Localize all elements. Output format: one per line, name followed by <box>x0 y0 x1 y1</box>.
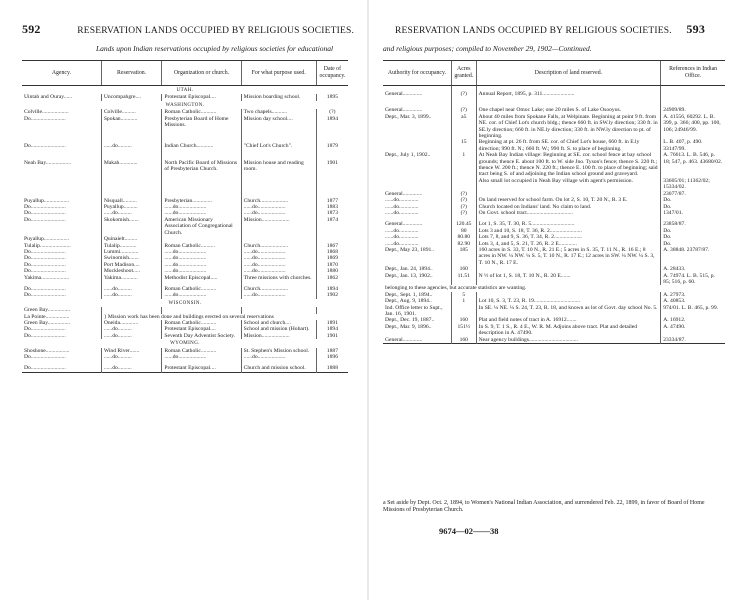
right-running-title: RESERVATION LANDS OCCUPIED BY RELIGIOUS SOCIETIES. <box>395 26 672 36</box>
spacer-row <box>22 150 348 160</box>
table-cell: Dept., July 1, 1902.. <box>385 152 431 159</box>
table-cell: (?) <box>451 191 476 197</box>
table-cell: Dept., Mar. 9, 1896.. <box>385 323 432 330</box>
table-cell: Do......................... <box>24 365 66 372</box>
table-cell: Church.................... <box>241 198 316 204</box>
table-cell: Lot 10, S. 3, T. 23, R. 19................................. <box>476 298 661 304</box>
table-cell: Roman Catholic........... <box>162 320 241 326</box>
continued-note: belonging to these agencies, but accurate statistics are wanting. <box>385 285 527 292</box>
table-cell: Dept., Dec. 19, 1887.. <box>385 317 435 324</box>
table-cell: ......do.................... <box>241 262 316 268</box>
table-cell: Quinaielt......... <box>101 236 162 242</box>
table-cell: Church located on Indians' land. No claim to land. <box>476 204 661 210</box>
table-cell: Church.................... <box>241 286 316 292</box>
table-cell: Tulalip............ <box>101 243 162 249</box>
table-cell: ......do.......... <box>101 365 162 372</box>
table-cell: 5 <box>451 292 476 298</box>
spacer-cell <box>316 150 348 160</box>
spacer-cell <box>316 173 348 198</box>
section-heading <box>22 86 348 95</box>
table-cell: a5 <box>451 114 476 140</box>
table-cell: ......do.................... <box>162 249 241 255</box>
table-cell: 160 <box>451 337 476 344</box>
table-cell: Colville.......... <box>101 109 162 115</box>
footnote: a Set aside by Dept. Oct. 2, 1894, to Women's National Indian Association, and surrendered Feb. 22, 1899, in favor of Board of Home Missions of Presbyterian Church. <box>383 500 705 513</box>
table-cell: ......do.......... <box>101 354 162 360</box>
table-cell: Church.................... <box>241 243 316 249</box>
table-cell: Do......................... <box>24 285 66 292</box>
table-cell: Lummi............. <box>101 249 162 255</box>
table-cell: Roman Catholic........... <box>162 348 241 354</box>
table-cell: A. 38848. 23787/87. <box>661 247 725 266</box>
table-cell: 1347/01. <box>661 210 725 216</box>
table-cell: A. 74974. L. B. 515, p. 85; 516, p. 60. <box>661 273 725 286</box>
table-cell: 80.80 <box>451 234 476 240</box>
table-cell: 1901 <box>316 160 348 173</box>
bottom-rule-cell <box>22 372 348 373</box>
right-subtitle: and religious purposes; compiled to November 29, 1902—Continued. <box>383 44 592 53</box>
table-cell: Uintah and Ouray...... <box>24 94 73 101</box>
table-row <box>383 178 725 191</box>
table-cell: ......do.......... <box>101 333 162 339</box>
table-cell: Spokan............ <box>101 116 162 129</box>
table-cell: 1862 <box>316 275 348 281</box>
section-label: WASHINGTON. <box>165 102 205 108</box>
spacer-row <box>383 97 725 107</box>
spacer-cell <box>22 173 101 198</box>
spacer-cell <box>101 128 162 143</box>
spacer-cell <box>22 128 101 143</box>
table-cell: 1874 <box>316 217 348 236</box>
table-cell: Makah............. <box>101 160 162 173</box>
table-cell: Do......................... <box>24 292 66 299</box>
table-cell: ......do.............. <box>385 209 419 216</box>
table-row <box>383 139 725 152</box>
table-cell: Green Bay................ <box>24 307 71 314</box>
table-cell: A. 16912. <box>661 317 725 323</box>
section-label: WYOMING. <box>170 341 200 347</box>
table-cell: Roman Catholic........... <box>162 109 241 115</box>
table-cell: Methodist Episcopal..... <box>162 275 241 281</box>
table-cell: ......do.......... <box>101 286 162 292</box>
section-label: WISCONSIN. <box>168 300 202 306</box>
table-cell: } Mission work has been done and buildings erected on several reservations <box>101 314 348 320</box>
table-cell: Shoshone................. <box>24 347 70 354</box>
table-cell: Do......................... <box>24 210 66 217</box>
table-cell: Nisquall.......... <box>101 198 162 204</box>
table-cell: ......do.............. <box>385 234 419 241</box>
table-row <box>383 114 725 140</box>
table-cell: 1895 <box>316 94 348 100</box>
table-bottom-rule <box>383 344 725 345</box>
table-cell: Dept., Sept. 1, 1894.. <box>385 291 433 298</box>
table-cell <box>383 178 451 191</box>
table-cell: 82.90 <box>451 241 476 247</box>
table-cell: ......do.................... <box>162 268 241 274</box>
table-row <box>22 94 348 100</box>
table-cell: General.............. <box>385 336 423 343</box>
table-cell: 974/01. L. B. 465, p. 99. <box>661 305 725 318</box>
table-cell: Seventh Day Adventist Society. <box>162 333 241 339</box>
table-cell: 160 <box>451 266 476 272</box>
table-cell: Annual Report, 1895, p. 311....................... <box>476 91 661 97</box>
table-cell: Port Madison.... <box>101 262 162 268</box>
table-cell: ......do.................... <box>241 354 316 360</box>
table-cell: ......do.............. <box>385 197 419 204</box>
table-cell: 1888 <box>316 365 348 372</box>
table-cell: ......do.............. <box>385 227 419 234</box>
table-cell: Mission.................... <box>241 217 316 236</box>
table-row <box>22 160 348 173</box>
table-cell: 1869 <box>316 255 348 261</box>
spacer-cell <box>22 150 101 160</box>
table-cell: (?) <box>451 197 476 203</box>
table-cell: ......do.................... <box>241 204 316 210</box>
table-cell: (?) <box>451 107 476 113</box>
column-header: Authority for occupancy. <box>383 61 451 86</box>
table-cell: Do. <box>661 197 725 203</box>
left-table <box>22 60 348 373</box>
table-cell: Presbyterian.............. <box>162 198 241 204</box>
left-page-number: 592 <box>22 22 41 36</box>
table-cell: (?) <box>451 204 476 210</box>
table-row <box>383 247 725 266</box>
left-running-head <box>22 22 354 37</box>
table-cell: 160 <box>451 317 476 323</box>
table-cell: Lots 7, 8, and 9, S. 36, T. 34, R. 2.................... <box>476 234 661 240</box>
table-cell: La Pointe................. <box>24 313 70 320</box>
table-row <box>383 305 725 318</box>
right-table <box>383 60 725 344</box>
table-cell: Dept., Mar. 3, 1899.. <box>385 113 432 120</box>
spacer-cell <box>241 173 316 198</box>
table-cell: Lots 3, 4, and 5, S. 21, T. 26, R. 2 E............. <box>476 241 661 247</box>
spacer-cell <box>241 128 316 143</box>
table-cell: Protestant Episcopal.... <box>162 94 241 100</box>
table-cell: 15 <box>451 139 476 152</box>
table-cell: Two chapels........... <box>241 109 316 115</box>
table-cell: Ind. Office letter to Supt., Jan. 16, 1901. <box>385 304 443 317</box>
spacer-cell <box>162 173 241 198</box>
table-cell: A. 47490. <box>661 324 725 337</box>
spacer-cell <box>101 150 162 160</box>
table-cell: 1901 <box>316 333 348 339</box>
left-page <box>0 0 368 600</box>
table-cell: 1880 <box>316 268 348 274</box>
table-cell: ......do.................... <box>162 292 241 298</box>
table-cell: 23077/87. <box>661 191 725 197</box>
table-cell: 151½ <box>451 324 476 337</box>
table-cell: Near agency buildings................................... <box>476 337 661 344</box>
left-running-title: RESERVATION LANDS OCCUPIED BY RELIGIOUS SOCIETIES. <box>77 26 355 36</box>
table-cell: (?) <box>451 91 476 97</box>
table-cell: 1868 <box>316 249 348 255</box>
table-cell <box>383 139 451 152</box>
table-cell: "Chief Lot's Church". <box>241 143 316 149</box>
table-cell: ......do.................... <box>162 255 241 261</box>
table-cell: Also small lot occupied in Neah Bay village with agent's permission. <box>476 178 661 191</box>
section-heading <box>22 299 348 307</box>
table-cell: Mission boarding school. <box>241 94 316 100</box>
table-cell: Dept., May 23, 1891.. <box>385 246 435 253</box>
table-cell: Tulalip...................... <box>24 242 71 249</box>
table-cell: Colville................... <box>24 109 69 116</box>
table-cell: Presbyterian Board of Home Missions. <box>162 116 241 129</box>
table-cell: L. B. 407, p. 490. 33147/99. <box>661 139 725 152</box>
table-cell: Yakima............ <box>101 275 162 281</box>
table-cell: American Missionary Association of Congregational Church. <box>162 217 241 236</box>
table-cell: General.............. <box>385 107 423 114</box>
table-cell: ......do.................... <box>241 255 316 261</box>
table-cell: Puyallup.................. <box>24 236 70 243</box>
table-cell: ......do.......... <box>101 326 162 332</box>
table-cell: Do. <box>661 241 725 247</box>
table-cell: Mission day school.... <box>241 116 316 129</box>
table-cell: Muckleshoot..... <box>101 268 162 274</box>
table-cell: N ½ of lot 1, S. 18, T. 10 N., R. 20 E....... <box>476 273 661 286</box>
table-cell: General.............. <box>385 190 423 197</box>
table-cell: ......do.................... <box>241 210 316 216</box>
table-cell: 1902 <box>316 292 348 298</box>
table-cell: Puyallup.......... <box>101 204 162 210</box>
table-cell: A. 41556, 60292. L. B. 399, p. 366; 400, pp. 100, 106; 24946/99. <box>661 114 725 140</box>
spacer-row <box>22 128 348 143</box>
table-cell: Do......................... <box>24 248 66 255</box>
spacer-cell <box>162 150 241 160</box>
table-cell: Roman Catholic.......... <box>162 243 241 249</box>
right-running-head <box>395 22 705 37</box>
table-cell: St. Stephen's Mission school. <box>241 348 316 354</box>
table-cell: 1 <box>451 298 476 304</box>
column-header: Reservation. <box>101 61 162 86</box>
table-cell: Plat and field notes of tract in A. 16912....... <box>476 317 661 323</box>
table-row <box>22 217 348 236</box>
table-cell: 1891 <box>316 320 348 326</box>
table-cell: 80 <box>451 228 476 234</box>
table-cell: Do. <box>661 228 725 234</box>
table-cell: In SE. ¼ NE. ¼ S. 24, T. 23, R. 18, and known as lot of Govt. day school No. 5. <box>476 305 661 318</box>
table-cell: (?) <box>451 210 476 216</box>
right-table-header <box>383 61 725 86</box>
table-cell: Do......................... <box>24 255 66 262</box>
table-cell: Skokomish....... <box>101 217 162 236</box>
table-cell: 1879 <box>316 143 348 149</box>
table-cell: ......do.................... <box>241 249 316 255</box>
table-cell: Protestant Episcopal.... <box>162 365 241 372</box>
table-cell: Do......................... <box>24 204 66 211</box>
spacer-cell <box>241 150 316 160</box>
signature-mark: 9674—02——38 <box>439 526 499 536</box>
table-cell: Do......................... <box>24 115 66 122</box>
right-page-number: 593 <box>686 22 706 36</box>
table-cell: 160 acres in S. 33, T. 10 N., R. 21 E.; 5 acres in S. 35, T. 11 N., R. 16 E.; 8 acres in NW. ¼ NW. ¼ S. 5, T. 10 N., R. 17 E.; 12 acres in SW. ¼ NW. ¼ S. 3, T. 10 N., R. 17 E. <box>476 247 661 266</box>
left-subtitle: Lands upon Indian reservations occupied by religious societies for educational <box>96 44 334 53</box>
table-cell: In S. 9, T. 1 S., R. 4 E., W. R. M. Adjoins above tract. Plat and detailed description in A. 47490. <box>476 324 661 337</box>
table-cell: Mission house and reading room. <box>241 160 316 173</box>
table-cell: Swinomish....... <box>101 255 162 261</box>
table-cell: A. 76613. L. B. 546, p. 18; 547, p. 463. 43680/02. <box>661 152 725 178</box>
table-cell: 1877 <box>316 198 348 204</box>
table-cell: 1883 <box>316 204 348 210</box>
column-header: Description of land reserved. <box>476 61 661 86</box>
table-cell: Lots 3 and 10, S. 18, T. 36, R. 2....................... <box>476 228 661 234</box>
spacer-cell <box>383 97 451 107</box>
table-row <box>22 365 348 372</box>
table-cell: School and church.... <box>241 320 316 326</box>
table-cell: Church and mission school. <box>241 365 316 372</box>
table-cell: On land reserved for school farm. On lot 2, S. 10, T. 20 N., R. 3 E. <box>476 197 661 203</box>
table-cell: 1894 <box>316 116 348 129</box>
column-header: Acres granted. <box>451 61 476 86</box>
table-cell: 185 <box>451 247 476 266</box>
table-cell: ......do.......... <box>101 292 162 298</box>
table-bottom-rule <box>22 372 348 373</box>
spacer-cell <box>451 97 476 107</box>
table-cell: School and mission (Hobart). <box>241 326 316 332</box>
table-cell: 24909/89. <box>661 107 725 113</box>
table-cell: General.............. <box>385 221 423 228</box>
table-cell: (?) <box>316 109 348 115</box>
table-cell: 1867 <box>316 243 348 249</box>
table-cell <box>451 305 476 318</box>
spacer-cell <box>476 97 661 107</box>
table-cell: Dept., Jan. 24, 1894.. <box>385 266 433 273</box>
table-cell: Do......................... <box>24 143 66 150</box>
table-cell: Three missions with churches. <box>241 275 316 281</box>
table-cell: 23858/87. <box>661 221 725 227</box>
table-cell: Roman Catholic........... <box>162 286 241 292</box>
section-heading <box>22 339 348 347</box>
spacer-cell <box>661 97 725 107</box>
table-cell: 23334/87. <box>661 337 725 344</box>
section-heading <box>22 101 348 109</box>
table-cell: ......do.......... <box>101 143 162 149</box>
table-cell: Mission.................... <box>241 333 316 339</box>
table-row <box>22 116 348 129</box>
table-cell: 1870 <box>316 262 348 268</box>
table-row <box>383 273 725 286</box>
table-cell: 1894 <box>316 326 348 332</box>
table-cell: ......do.................... <box>162 210 241 216</box>
table-cell: Do......................... <box>24 261 66 268</box>
table-cell: 1873 <box>316 210 348 216</box>
table-cell: Protestant Episcopal.... <box>162 326 241 332</box>
table-row <box>383 337 725 344</box>
table-cell: Do. <box>661 234 725 240</box>
table-cell: 1896 <box>316 354 348 360</box>
spacer-cell <box>101 173 162 198</box>
table-cell: 120.45 <box>451 221 476 227</box>
table-cell: A. 40853. <box>661 298 725 304</box>
column-header: Organization or church. <box>162 61 241 86</box>
table-cell: Dept., Jan. 13, 1902.. <box>385 272 433 279</box>
table-cell: One chapel near Omoc Lake; one 20 miles S. of Lake Osooyus. <box>476 107 661 113</box>
table-cell: Do......................... <box>24 216 66 223</box>
table-row <box>383 152 725 178</box>
table-cell: Yakima.................... <box>24 274 70 281</box>
column-header: Date of occupancy. <box>316 61 348 86</box>
table-cell: ......do.......... <box>101 210 162 216</box>
table-cell: Do......................... <box>24 354 66 360</box>
left-table-header <box>22 61 348 86</box>
table-cell: Do......................... <box>24 268 66 275</box>
table-cell: Dept., Aug. 9, 1894.. <box>385 298 432 305</box>
table-cell: ......do.............. <box>385 203 419 210</box>
table-cell: Neah Bay.................. <box>24 159 72 166</box>
table-cell: A. 27973. <box>661 292 725 298</box>
table-cell: Beginning at pt. 26 ft. from SE. cor. of Chief Lot's house, 660 ft. in E.ly direction; 990 ft. N.; 660 ft. W.; 990 ft. S. to place of beginning. <box>476 139 661 152</box>
column-header: For what purpose used. <box>241 61 316 86</box>
table-cell: Do. <box>661 204 725 210</box>
table-cell: 1887 <box>316 348 348 354</box>
table-cell: Do......................... <box>24 332 66 339</box>
table-cell: About 40 miles from Spokane Falls, at Welpinate. Beginning at point 9 ft. from NE. cor. of Chief Lot's church bldg.; thence 660 ft. in SW.ly direction; 330 ft. in SE.ly direction; 660 ft. in NE.ly direction; 330 ft. in NW.ly direction to pt. of beginning. <box>476 114 661 140</box>
table-cell: Green Bay................ <box>24 319 71 326</box>
table-cell: General.............. <box>385 91 423 97</box>
table-cell: North Pacific Board of Missions of Presbyterian Church. <box>162 160 241 173</box>
table-row <box>383 324 725 337</box>
table-cell: At Neah Bay Indian village: Beginning at SE. cor. school fence at bay school grounds; thence E. about 100 ft. to W. side Jno. Tyson's fence; thence S. 220 ft.; thence W. 200 ft.; thence N. 220 ft.; thence E. 100 ft. to place of beginning; said tract being S. of and adjoining the Indian school ground and graveyard. <box>476 152 661 178</box>
column-header: References in Indian Office. <box>661 61 725 86</box>
table-cell: 33605/01; 11362/02; 15334/02. <box>661 178 725 191</box>
table-cell: ......do.................... <box>162 204 241 210</box>
table-cell: ......do.................... <box>241 292 316 298</box>
section-label: UTAH. <box>176 88 194 93</box>
table-cell: Indian Church............ <box>162 143 241 149</box>
table-cell: ......do.................... <box>241 268 316 274</box>
table-cell: Do......................... <box>24 326 66 333</box>
table-cell: Lot 1, S. 35, T. 30, R. 5............................... <box>476 221 661 227</box>
spacer-cell <box>162 128 241 143</box>
table-cell: Oneida............. <box>101 320 162 326</box>
table-cell: A. 28433. <box>661 266 725 272</box>
table-cell: Uncompahgre.... <box>101 94 162 100</box>
table-cell: 11.51 <box>451 273 476 286</box>
table-cell: ......do.............. <box>385 240 419 247</box>
table-cell: Puyallup.................. <box>24 197 70 204</box>
table-cell: ......do.................... <box>162 262 241 268</box>
right-page <box>369 0 737 600</box>
column-header: Agency. <box>22 61 101 86</box>
table-cell: ......do.................... <box>162 354 241 360</box>
table-cell: 1894 <box>316 286 348 292</box>
table-cell: 1 <box>451 152 476 178</box>
bottom-rule-cell <box>383 344 725 345</box>
table-cell: Wind River....... <box>101 348 162 354</box>
spacer-cell <box>316 128 348 143</box>
table-cell: On Govt. school tract................................. <box>476 210 661 216</box>
spacer-row <box>22 173 348 198</box>
table-cell <box>451 178 476 191</box>
